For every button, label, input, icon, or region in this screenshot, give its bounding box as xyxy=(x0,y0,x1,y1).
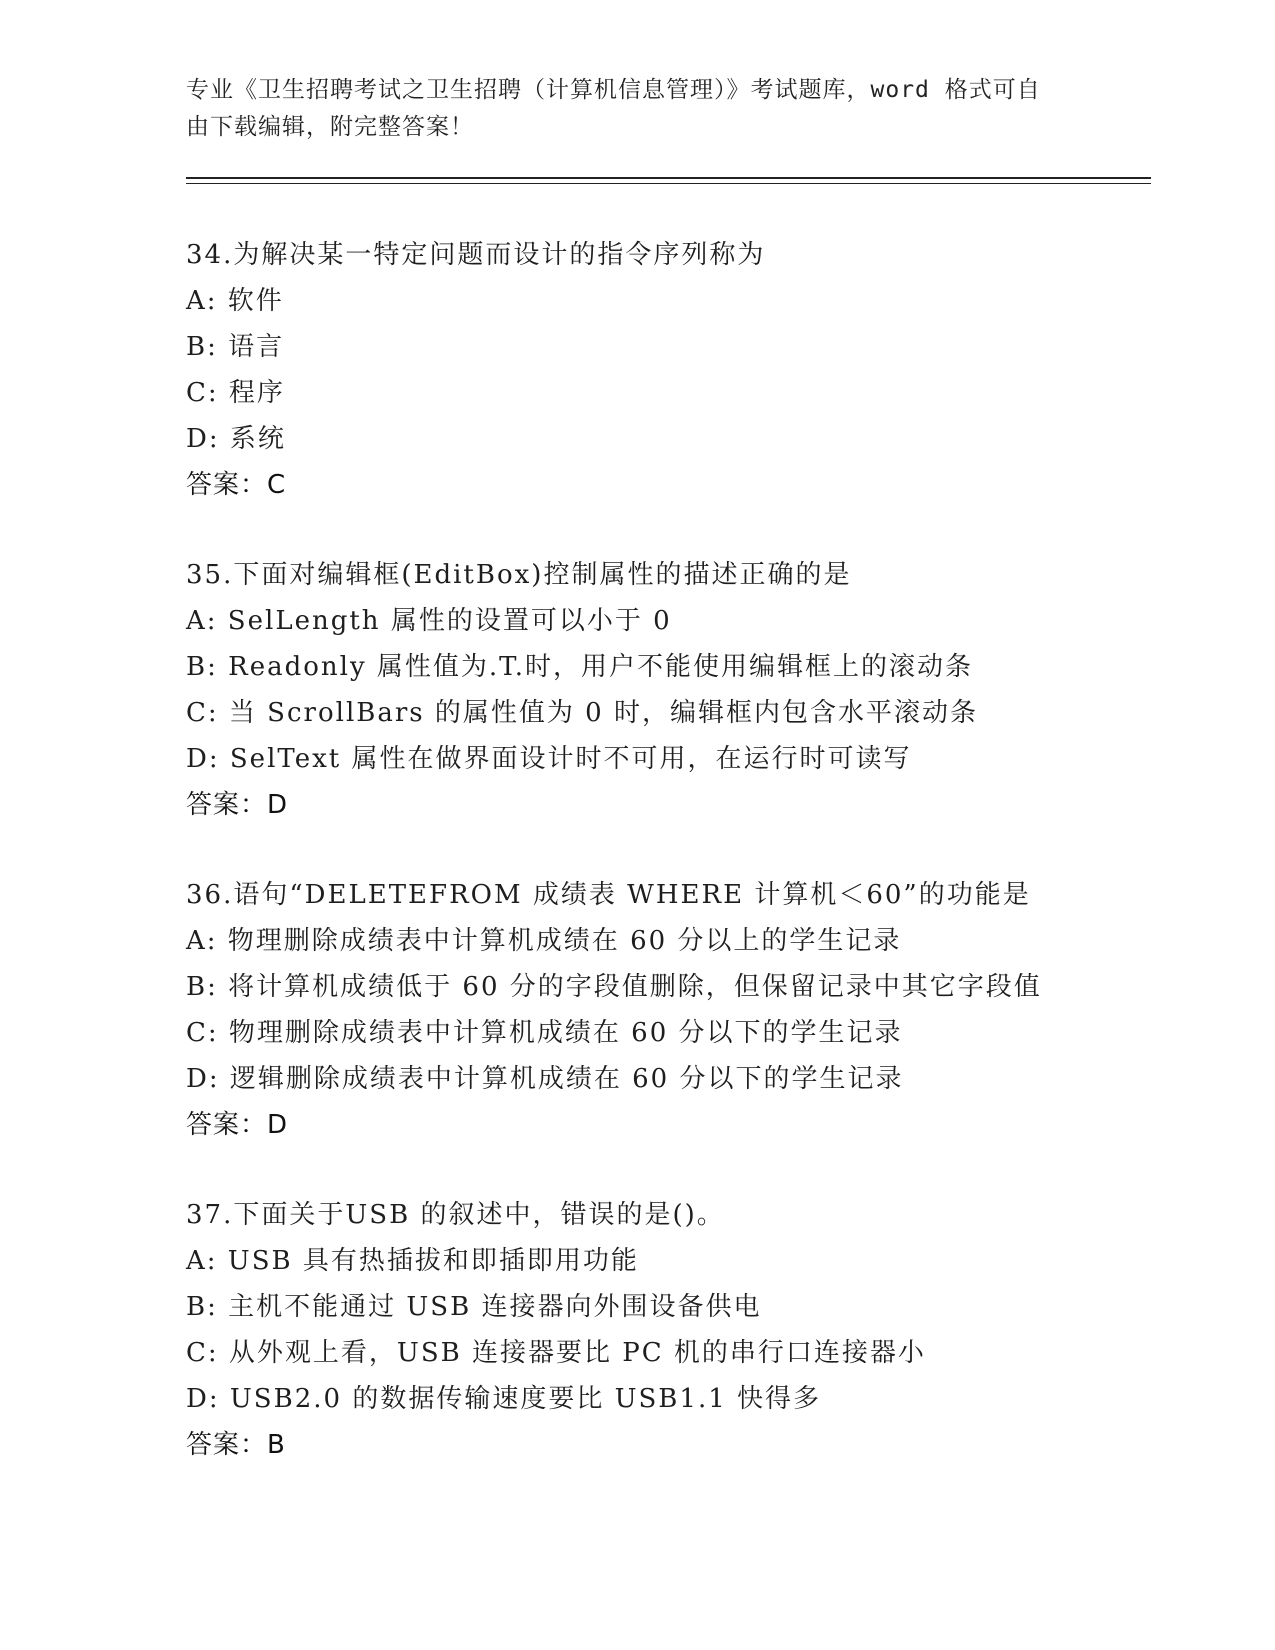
question-37 xyxy=(186,1192,1151,1468)
header-line-2: 由下载编辑，附完整答案！ xyxy=(186,114,474,140)
answer-line: 答案：D xyxy=(186,1110,289,1140)
option-d: D: 逻辑删除成绩表中计算机成绩在 60 分以下的学生记录 xyxy=(186,1064,904,1094)
question-stem: 36.语句“DELETEFROM 成绩表 WHERE 计算机＜60”的功能是 xyxy=(186,880,1031,910)
header-line-1: 专业《卫生招聘考试之卫生招聘（计算机信息管理）》考试题库，word 格式可自 xyxy=(186,77,1041,103)
option-c: C: 物理删除成绩表中计算机成绩在 60 分以下的学生记录 xyxy=(186,1018,903,1048)
option-b: B: 语言 xyxy=(186,332,285,362)
option-a: A: 软件 xyxy=(186,286,284,316)
option-d: D: USB2.0 的数据传输速度要比 USB1.1 快得多 xyxy=(186,1384,822,1414)
option-c: C: 从外观上看，USB 连接器要比 PC 机的串行口连接器小 xyxy=(186,1338,926,1368)
question-stem: 37.下面关于USB 的叙述中，错误的是()。 xyxy=(186,1200,725,1230)
header-divider-thick xyxy=(186,177,1151,179)
option-a: A: 物理删除成绩表中计算机成绩在 60 分以上的学生记录 xyxy=(186,926,902,956)
question-stem: 35.下面对编辑框(EditBox)控制属性的描述正确的是 xyxy=(186,560,852,590)
option-b: B: Readonly 属性值为.T.时，用户不能使用编辑框上的滚动条 xyxy=(186,652,973,682)
option-d: D: 系统 xyxy=(186,424,286,454)
question-36 xyxy=(186,872,1151,1148)
document-header xyxy=(186,72,1066,146)
answer-line: 答案：C xyxy=(186,470,287,500)
answer-line: 答案：B xyxy=(186,1430,286,1460)
header-divider-thin xyxy=(186,183,1151,184)
option-c: C: 程序 xyxy=(186,378,285,408)
option-c: C: 当 ScrollBars 的属性值为 0 时，编辑框内包含水平滚动条 xyxy=(186,698,978,728)
option-d: D: SelText 属性在做界面设计时不可用，在运行时可读写 xyxy=(186,744,912,774)
option-b: B: 将计算机成绩低于 60 分的字段值删除，但保留记录中其它字段值 xyxy=(186,972,1042,1002)
option-a: A: SelLength 属性的设置可以小于 0 xyxy=(186,606,672,636)
option-a: A: USB 具有热插拔和即插即用功能 xyxy=(186,1246,639,1276)
question-list xyxy=(186,232,1151,1512)
question-stem: 34.为解决某一特定问题而设计的指令序列称为 xyxy=(186,240,766,270)
question-34 xyxy=(186,232,1151,508)
option-b: B: 主机不能通过 USB 连接器向外围设备供电 xyxy=(186,1292,762,1322)
question-35 xyxy=(186,552,1151,828)
answer-line: 答案：D xyxy=(186,790,289,820)
